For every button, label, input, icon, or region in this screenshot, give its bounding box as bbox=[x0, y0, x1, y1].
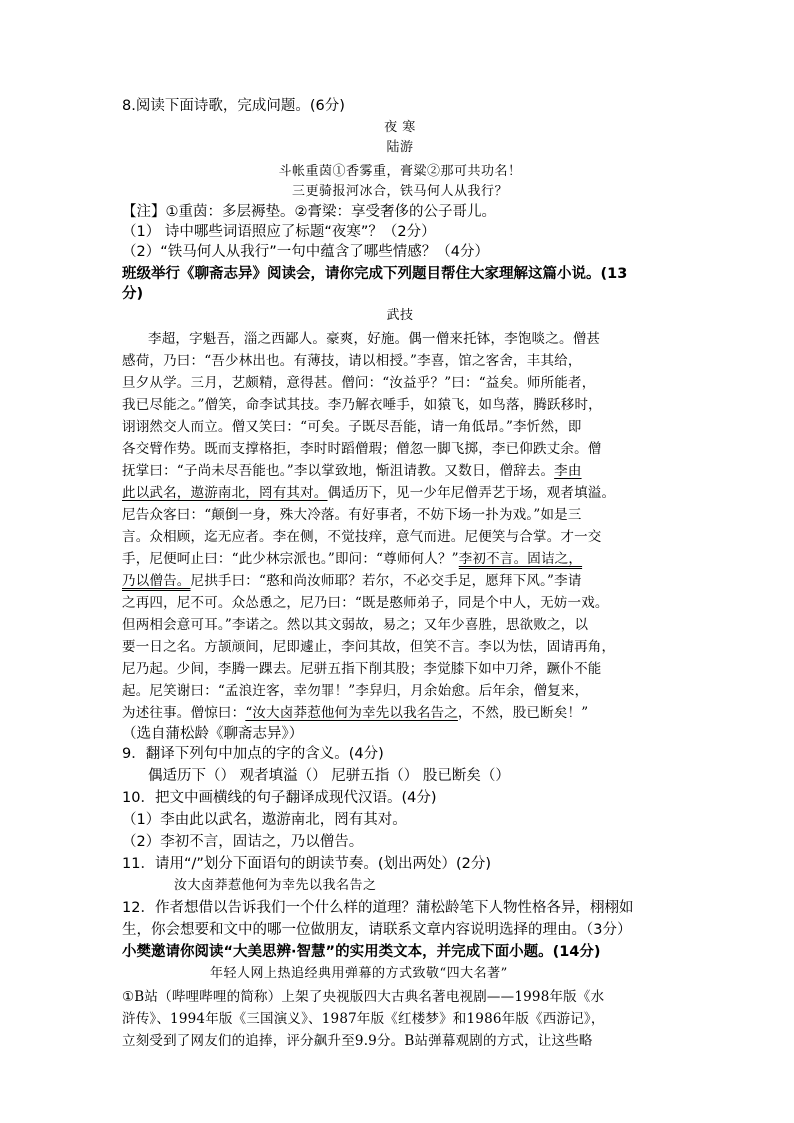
article-line: ①B站（哔哩哔哩的简称）上架了央视版四大古典名著电视剧——1998年版《水 bbox=[122, 989, 605, 1005]
story-line bbox=[122, 482, 678, 504]
poem-author: 陆游 bbox=[386, 140, 414, 155]
q11-header: 11．请用“/”划分下面语句的朗读节奏。(划出两处）(2分) bbox=[122, 856, 492, 872]
story-line bbox=[122, 460, 678, 482]
article-title: 年轻人网上热追经典用弹幕的方式致敬“四大名著” bbox=[210, 966, 508, 981]
q10-sub-question-2: （2）李初不言，固诘之，乃以僧告。 bbox=[122, 834, 364, 850]
story-line bbox=[122, 548, 678, 570]
story-line: 感荷，乃曰：“吾少林出也。有薄技，请以相授。”李喜，馆之客舍，丰其给， bbox=[122, 353, 582, 369]
story-line: 旦夕从学。三月，艺颇精，意得甚。僧问：“汝益乎？”曰：“益矣。师所能者， bbox=[122, 375, 596, 391]
section3-intro: 小樊邀请你阅读“大美思辨·智慧”的实用类文本，并完成下面小题。(14分) bbox=[122, 944, 601, 960]
q8-sub-question-2: （2）“铁马何人从我行”一句中蕴含了哪些情感？（4分） bbox=[122, 244, 489, 260]
section2-intro-line-2: 分) bbox=[122, 286, 144, 302]
story-line: 我已尽能之。”僧笑，命李试其技。李乃解衣唾手，如猿飞，如鸟落，腾跃移时， bbox=[122, 397, 602, 413]
story-line: 要一日之名。方颉颃间，尼即遽止，李问其故，但笑不言。李以为怯，固请再角， bbox=[122, 639, 616, 655]
poem-line-1: 斗帐重茵①香雾重，膏粱②那可共功名！ bbox=[278, 164, 522, 179]
story-line: 各交臂作势。既而支撑格拒，李时时蹈僧瑕；僧忽一脚飞掷，李已仰跌丈余。僧 bbox=[122, 441, 602, 457]
story-text: 尼拱手曰：“憨和尚汝师耶？若尔，不必交手足，愿拜下风。”李请 bbox=[190, 573, 582, 589]
poem-line-2: 三更骑报河冰合，铁马何人从我行？ bbox=[291, 184, 508, 199]
story-title: 武技 bbox=[386, 308, 414, 323]
article-line: 浒传》、1994年版《三国演义》、1987年版《红楼梦》和1986年版《西游记》， bbox=[122, 1011, 605, 1027]
story-text: 抚掌曰：“子尚未尽吾能也。”李以掌致地，惭沮请教。又数日，僧辞去。 bbox=[122, 463, 555, 479]
story-line bbox=[122, 702, 678, 724]
story-line: 之再四，尼不可。众怂恿之，尼乃曰：“既是憨师弟子，同是个中人，无妨一戏。 bbox=[122, 595, 609, 611]
poem-title: 夜 寒 bbox=[384, 120, 416, 135]
story-text: 偶适历下，见一少年尼僧弄艺于场，观者填溢。 bbox=[327, 485, 616, 501]
q9-items: 偶适历下（） 观者填溢（） 尼骈五指（） 股已断矣（） bbox=[148, 768, 510, 784]
section2-intro-line-1: 班级举行《聊斋志异》阅读会，请你完成下列题目帮住大家理解这篇小说。(13 bbox=[122, 266, 628, 282]
story-text: 为述往事。僧惊曰： bbox=[122, 705, 246, 721]
story-line: 言。众相顾，迄无应者。李在侧，不觉技痒，意气而进。尼便笑与合掌。才一交 bbox=[122, 529, 602, 545]
underlined-sentence-2-end: 乃以僧告。 bbox=[122, 573, 191, 589]
story-text: 手，尼便呵止曰：“此少林宗派也。”即问：“尊师何人？” bbox=[122, 551, 459, 567]
underlined-sentence-2: 李初不言。固诘之， bbox=[458, 551, 583, 567]
story-line: 但两相会意可耳。”李诺之。然以其文弱故，易之；又年少喜胜，思欲败之，以 bbox=[122, 617, 589, 633]
q10-sub-question-1: （1）李由此以武名，遨游南北，罔有其对。 bbox=[122, 812, 407, 828]
q10-header: 10．把文中画横线的句子翻译成现代汉语。(4分) bbox=[122, 790, 437, 806]
q8-header: 8.阅读下面诗歌，完成问题。(6分) bbox=[122, 98, 345, 114]
q12-line-2: 生，你会想要和文中的哪一位做朋友，请联系文章内容说明选择的理由。（3分） bbox=[122, 922, 632, 938]
story-source: （选自蒲松龄《聊斋志异》） bbox=[122, 726, 304, 742]
article-line: 立刻受到了网友们的追捧，评分飙升至9.9分。B站弹幕观剧的方式，让这些略 bbox=[122, 1033, 593, 1049]
story-line: 李超，字魁吾，淄之西鄙人。豪爽，好施。偶一僧来托钵，李饱啖之。僧甚 bbox=[148, 331, 601, 347]
story-line: 起。尼笑谢曰：“孟浪迕客，幸勿罪！”李舁归，月余始愈。后年余，僧复来， bbox=[122, 683, 589, 699]
story-line: 尼乃起。少间，李腾一踝去。尼骈五指下削其股；李觉膝下如中刀斧，蹶仆不能 bbox=[122, 661, 602, 677]
story-text: ，不然，股已断矣！” bbox=[457, 705, 589, 721]
underlined-sentence-1: 此以武名，遨游南北，罔有其对。 bbox=[122, 485, 328, 501]
underlined-sentence-1-start: 李由 bbox=[554, 463, 582, 479]
story-line: 尼告众客曰：“颠倒一身，殊大冷落。有好事者，不妨下场一扑为戏。”如是三 bbox=[122, 507, 582, 523]
q12-line-1: 12．作者想借以告诉我们一个什么样的道理？蒲松龄笔下人物性格各异，栩栩如 bbox=[122, 900, 634, 916]
q8-sub-question-1: （1） 诗中哪些词语照应了标题“夜寒”？（2分） bbox=[122, 224, 436, 240]
story-line bbox=[122, 570, 678, 592]
poem-note: 【注】①重茵：多层褥垫。②膏梁：享受奢侈的公子哥儿。 bbox=[122, 204, 496, 220]
q9-header: 9．翻译下列句中加点的字的含义。(4分) bbox=[122, 746, 384, 762]
underlined-sentence-3: “汝大卤莽惹他何为幸先以我名告之 bbox=[245, 705, 458, 721]
story-line: 诩诩然交人而立。僧又笑曰：“可矣。子既尽吾能，请一角低昂。”李忻然，即 bbox=[122, 419, 582, 435]
q11-sentence: 汝大卤莽惹他何为幸先以我名告之 bbox=[174, 878, 377, 893]
